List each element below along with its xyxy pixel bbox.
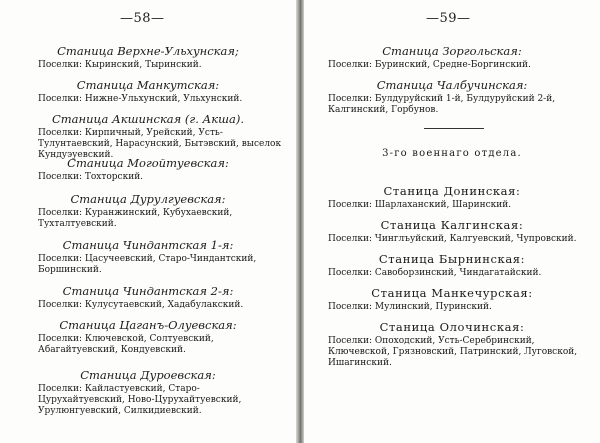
department-heading: 3-го военнаго отдела. bbox=[382, 148, 522, 159]
entry-block bbox=[0, 318, 296, 356]
entry-block bbox=[304, 184, 600, 211]
village-list: Поселки: Буринский, Средне-Боргинский. bbox=[328, 60, 531, 70]
entry-block bbox=[0, 192, 296, 230]
right-page bbox=[304, 0, 600, 443]
entry-block bbox=[304, 218, 600, 245]
section-divider bbox=[424, 128, 484, 129]
village-list: Поселки: Ключевской, Солтуевский, Абагайтуевский, Кондуевский. bbox=[38, 334, 214, 355]
village-list: Поселки: Тохторский. bbox=[38, 172, 144, 182]
station-heading: Станица Зоргольская: bbox=[382, 44, 522, 58]
entry-block bbox=[0, 78, 296, 105]
village-list: Поселки: Опоходский, Усть-Серебринский, Ключевской, Грязновский, Патринский, Луговской, Ишагинский. bbox=[328, 336, 578, 368]
village-list: Поселки: Кыринский, Тыринский. bbox=[38, 60, 202, 70]
page-number-left: —58— bbox=[120, 11, 165, 26]
station-heading: Станица Дуроевская: bbox=[80, 368, 216, 382]
entry-block bbox=[0, 368, 296, 417]
village-list: Поселки: Нижне-Ульхунский, Ульхунский. bbox=[38, 94, 243, 104]
village-list: Поселки: Кирпичный, Урейский, Усть-Тулунтаевский, Нарасунский, Бытэвский, выселок Кундуэуевский. bbox=[38, 128, 282, 160]
village-list: Поселки: Чинглъуйский, Калгуевский, Чупровский. bbox=[328, 234, 577, 244]
entry-block bbox=[0, 238, 296, 276]
station-heading: Станица Дурулгуевская: bbox=[70, 192, 226, 206]
station-heading: Станица Калгинская: bbox=[380, 218, 524, 232]
entry-block bbox=[0, 156, 296, 183]
entry-block bbox=[304, 44, 600, 71]
station-heading: Станица Бырнинская: bbox=[378, 252, 526, 266]
entry-block bbox=[0, 112, 296, 161]
station-heading: Станица Чиндантская 2-я: bbox=[62, 284, 234, 298]
entry-block bbox=[304, 252, 600, 279]
entry-block bbox=[304, 78, 600, 116]
village-list: Поселки: Мулинский, Пуринский. bbox=[328, 302, 492, 312]
station-heading: Станица Олочинская: bbox=[379, 320, 525, 334]
station-heading: Станица Верхне-Ульхунская; bbox=[57, 44, 239, 58]
station-heading: Станица Чиндантская 1-я: bbox=[62, 238, 234, 252]
station-heading: Станица Акшинская (г. Акша). bbox=[51, 112, 245, 126]
village-list: Поселки: Цасучеевский, Старо-Чиндантский, Боршинский. bbox=[38, 254, 257, 275]
village-list: Поселки: Булдуруйский 1-й, Булдуруйский 2-й, Калгинский, Горбунов. bbox=[328, 94, 556, 115]
village-list: Поселки: Шарлаханский, Шаринский. bbox=[328, 200, 512, 210]
entry-block bbox=[304, 320, 600, 369]
village-list: Поселки: Кулусутаевский, Хадабулакский. bbox=[38, 300, 244, 310]
entry-block bbox=[304, 286, 600, 313]
entry-block bbox=[0, 44, 296, 71]
village-list: Поселки: Куранжинский, Кубухаевский, Тухталтуевский. bbox=[38, 208, 233, 229]
entry-block bbox=[0, 284, 296, 311]
book-gutter bbox=[296, 0, 304, 443]
left-page bbox=[0, 0, 296, 443]
station-heading: Станица Чалбучинская: bbox=[376, 78, 528, 92]
village-list: Поселки: Кайластуевский, Старо-Цурухайтуевский, Ново-Цурухайтуевский, Урулюнгуевский, Силкидиевский. bbox=[38, 384, 242, 416]
page-number-right: —59— bbox=[426, 11, 471, 26]
station-heading: Станица Манкечурская: bbox=[371, 286, 533, 300]
station-heading: Станица Донинская: bbox=[383, 184, 521, 198]
village-list: Поселки: Савоборзинский, Чиндагатайский. bbox=[328, 268, 542, 278]
station-heading: Станица Манкутская: bbox=[76, 78, 220, 92]
station-heading: Станица Могойтуевская: bbox=[67, 156, 229, 170]
station-heading: Станица Цаганъ-Олуевская: bbox=[59, 318, 237, 332]
